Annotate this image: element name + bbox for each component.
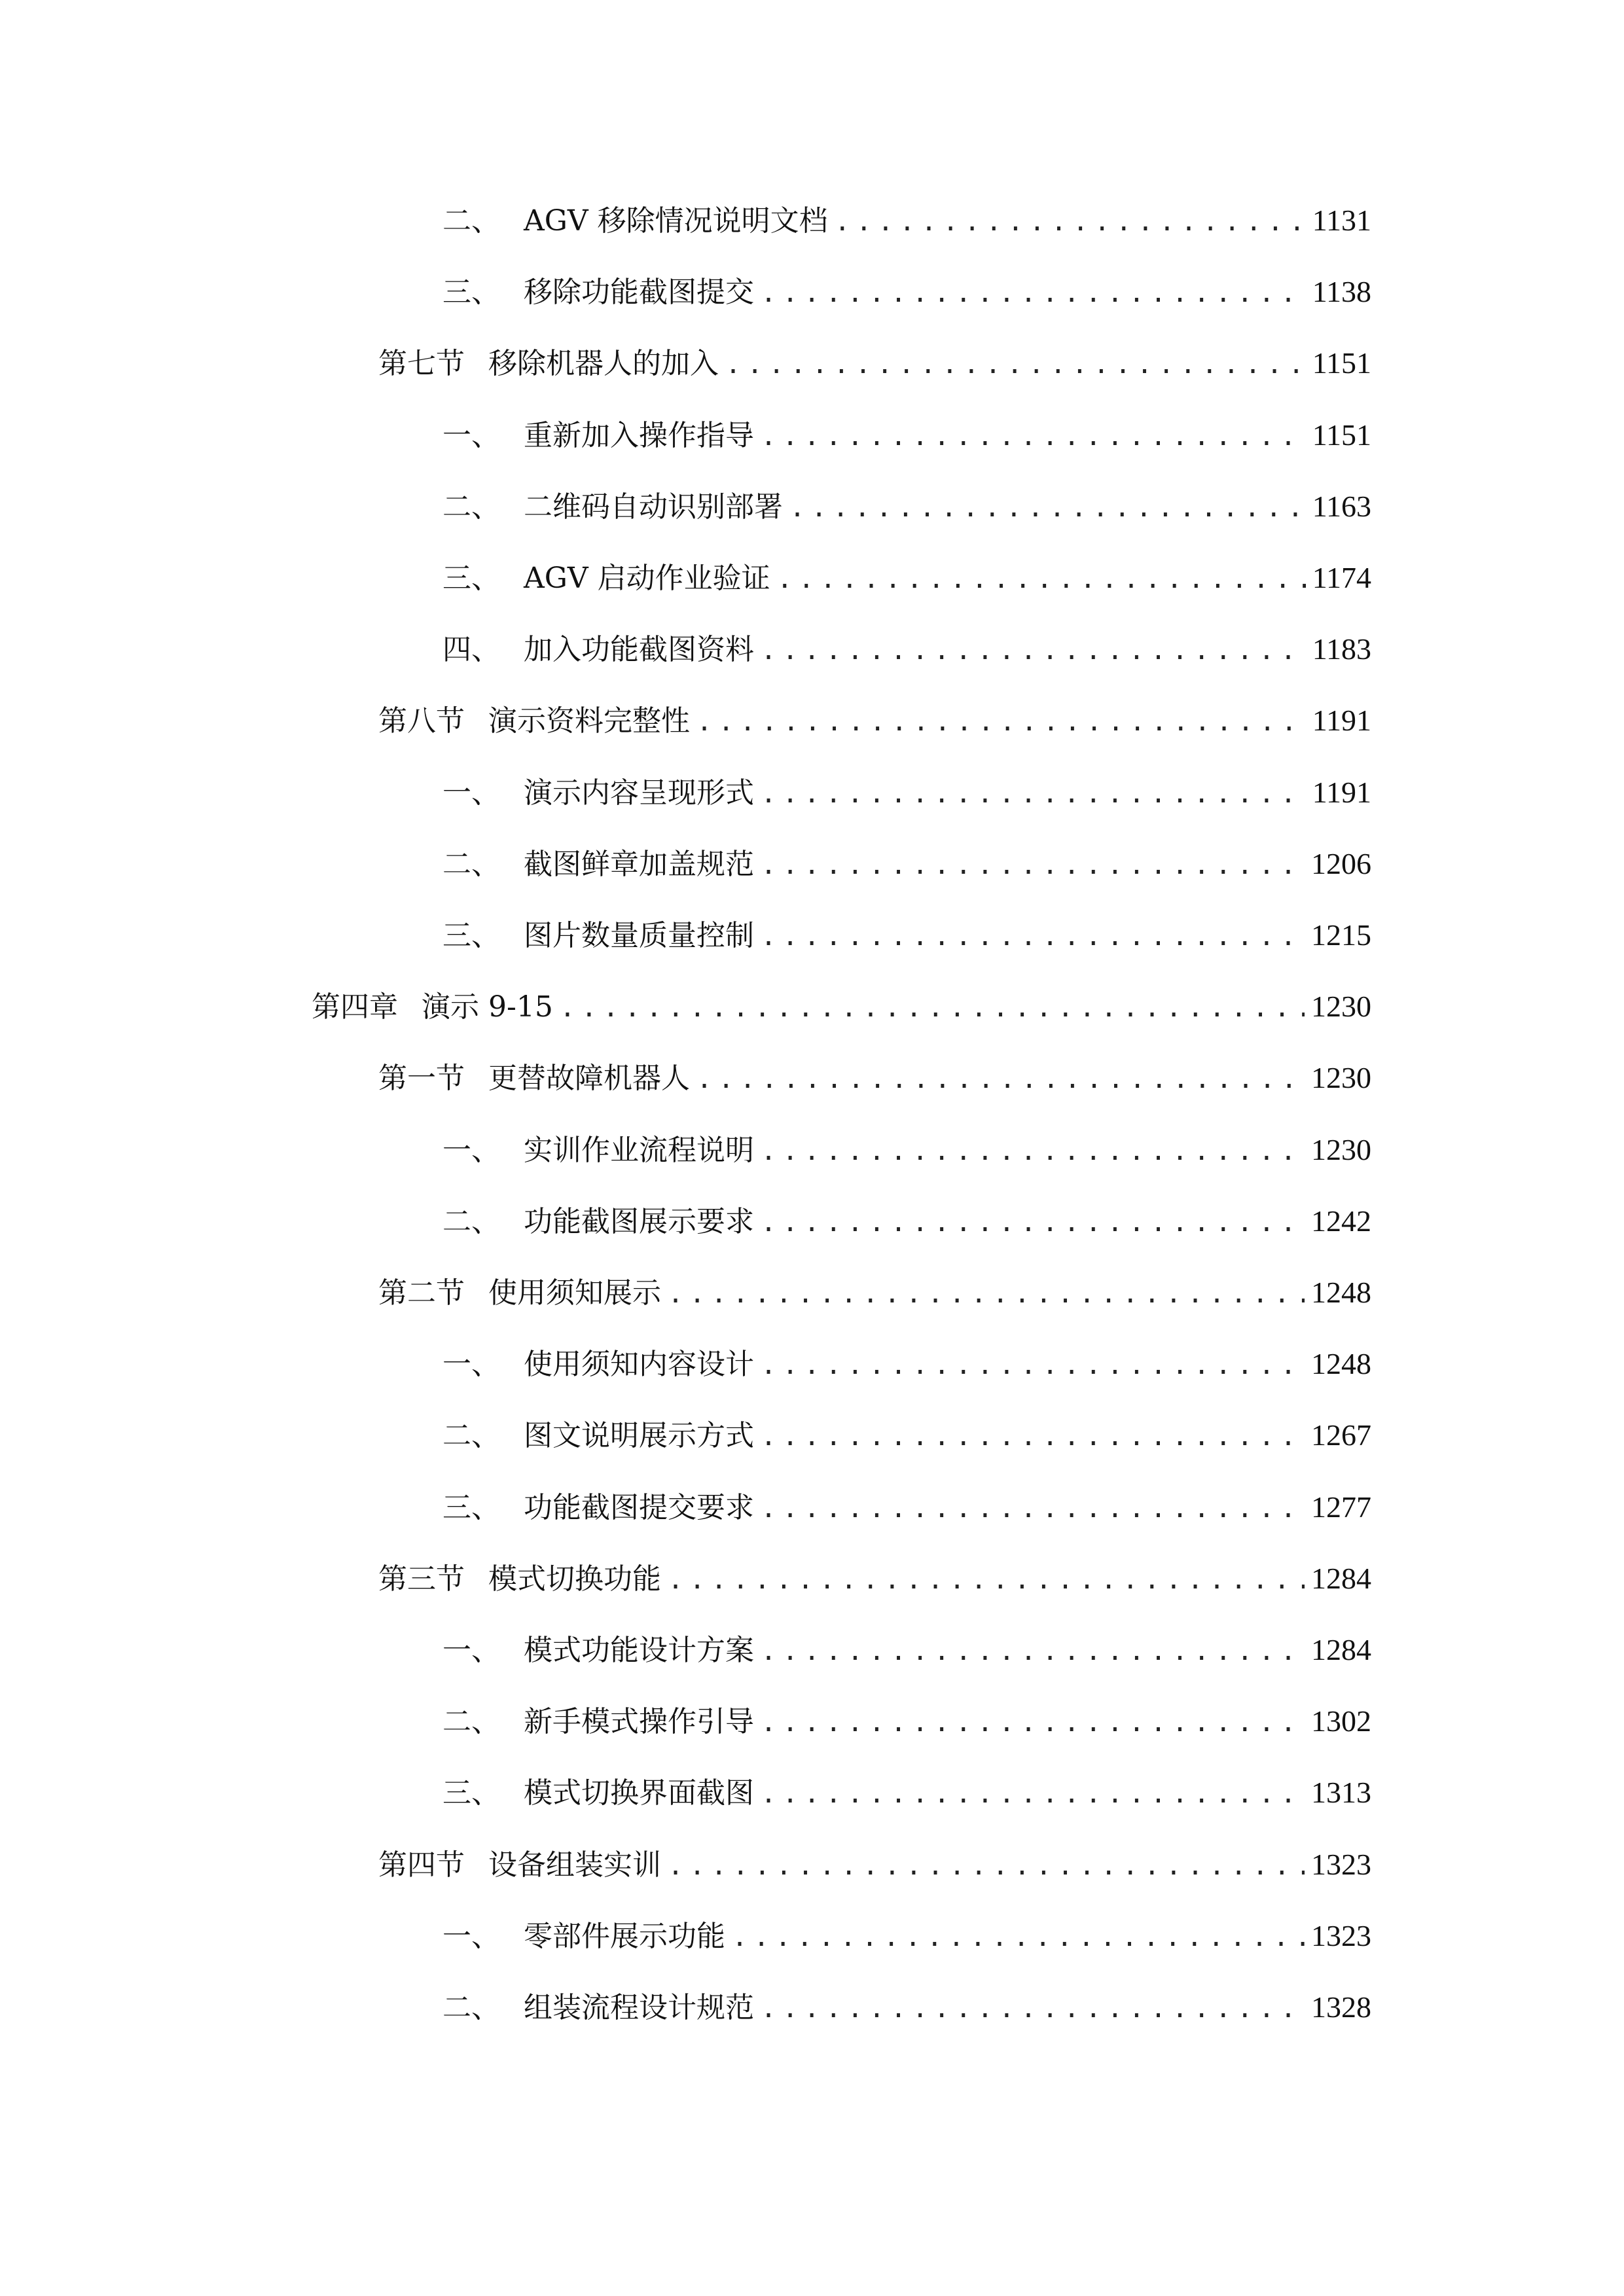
toc-dot-leader — [761, 1696, 1305, 1749]
toc-entry-prefix: 第七节 — [378, 347, 465, 381]
toc-entry-item[interactable] — [442, 409, 1371, 461]
toc-entry-prefix: 三、 — [442, 919, 500, 952]
toc-entry-prefix: 一、 — [442, 1348, 500, 1382]
toc-entry-page-number: 1284 — [1311, 1561, 1371, 1595]
toc-dot-leader — [560, 982, 1305, 1034]
toc-entry-item[interactable] — [442, 266, 1371, 318]
toc-entry-page-number: 1323 — [1311, 1847, 1371, 1881]
toc-dot-leader — [777, 553, 1306, 605]
toc-entry-page-number: 1183 — [1312, 632, 1371, 666]
toc-entry-page-number: 1206 — [1311, 846, 1371, 880]
toc-entry-title: 加入功能截图资料 — [524, 633, 754, 667]
toc-dot-leader — [761, 1768, 1305, 1820]
toc-entry-prefix: 三、 — [442, 1776, 500, 1810]
toc-entry-page-number: 1191 — [1312, 704, 1371, 738]
toc-entry-title: 重新加入操作指导 — [524, 418, 754, 452]
toc-entry-prefix: 三、 — [442, 1490, 500, 1524]
toc-entry-section[interactable] — [378, 337, 1371, 389]
toc-entry-prefix: 第四节 — [378, 1848, 465, 1882]
toc-entry-page-number: 1163 — [1312, 489, 1371, 523]
toc-entry-title: 使用须知内容设计 — [524, 1348, 754, 1382]
toc-dot-leader — [835, 196, 1306, 248]
toc-entry-title: 零部件展示功能 — [524, 1919, 725, 1953]
toc-entry-page-number: 1267 — [1311, 1418, 1371, 1452]
toc-entry-prefix: 第三节 — [378, 1562, 465, 1596]
toc-entry-page-number: 1323 — [1311, 1918, 1371, 1952]
toc-dot-leader — [761, 267, 1306, 319]
toc-dot-leader — [696, 1053, 1305, 1105]
toc-entry-page-number: 1191 — [1312, 775, 1371, 809]
toc-entry-prefix: 第二节 — [378, 1276, 465, 1310]
toc-dot-leader — [761, 768, 1306, 820]
toc-entry-section[interactable] — [378, 1052, 1371, 1104]
toc-entry-title: AGV 启动作业验证 — [524, 562, 770, 595]
toc-dot-leader — [761, 1339, 1305, 1391]
toc-entry-item[interactable] — [442, 1767, 1371, 1819]
toc-entry-page-number: 1242 — [1311, 1204, 1371, 1238]
toc-entry-title: 模式切换界面截图 — [524, 1776, 754, 1810]
toc-entry-title: 功能截图展示要求 — [524, 1204, 754, 1238]
toc-entry-prefix: 一、 — [442, 1634, 500, 1667]
toc-entry-title: 新手模式操作引导 — [524, 1705, 754, 1739]
toc-entry-page-number: 1151 — [1312, 418, 1371, 452]
toc-entry-page-number: 1131 — [1312, 204, 1371, 237]
toc-entry-item[interactable] — [442, 1195, 1371, 1247]
toc-dot-leader — [761, 1482, 1305, 1535]
toc-entry-prefix: 一、 — [442, 418, 500, 452]
toc-dot-leader — [732, 1911, 1305, 1964]
toc-entry-page-number: 1313 — [1311, 1776, 1371, 1810]
toc-dot-leader — [761, 624, 1306, 677]
toc-entry-item[interactable] — [442, 909, 1371, 961]
toc-entry-item[interactable] — [442, 194, 1371, 247]
toc-dot-leader — [668, 1554, 1305, 1606]
toc-entry-title: 模式切换功能 — [488, 1562, 661, 1596]
toc-dot-leader — [761, 1625, 1305, 1677]
toc-entry-item[interactable] — [442, 552, 1371, 604]
toc-dot-leader — [761, 1410, 1305, 1463]
toc-entry-page-number: 1138 — [1312, 275, 1371, 309]
toc-entry-page-number: 1230 — [1311, 990, 1371, 1024]
toc-entry-item[interactable] — [442, 1981, 1371, 2034]
toc-dot-leader — [761, 1982, 1305, 2035]
toc-dot-leader — [668, 1840, 1305, 1892]
toc-dot-leader — [761, 910, 1305, 963]
toc-entry-page-number: 1151 — [1312, 346, 1371, 380]
toc-entry-title: 演示 9-15 — [422, 990, 553, 1024]
toc-entry-item[interactable] — [442, 1124, 1371, 1176]
toc-entry-chapter[interactable] — [312, 980, 1371, 1033]
toc-entry-title: 设备组装实训 — [488, 1848, 661, 1882]
toc-entry-section[interactable] — [378, 1839, 1371, 1891]
toc-entry-title: 二维码自动识别部署 — [524, 490, 783, 524]
toc-entry-title: 使用须知展示 — [488, 1276, 661, 1310]
toc-entry-item[interactable] — [442, 1624, 1371, 1676]
toc-entry-title: 演示资料完整性 — [488, 704, 690, 738]
toc-dot-leader — [668, 1268, 1305, 1320]
toc-entry-page-number: 1215 — [1311, 918, 1371, 952]
toc-entry-prefix: 第一节 — [378, 1062, 465, 1096]
toc-entry-prefix: 二、 — [442, 490, 500, 524]
toc-entry-prefix: 二、 — [442, 1204, 500, 1238]
toc-entry-title: 移除功能截图提交 — [524, 276, 754, 310]
toc-entry-prefix: 一、 — [442, 1133, 500, 1167]
toc-entry-item[interactable] — [442, 838, 1371, 890]
toc-entry-title: 截图鲜章加盖规范 — [524, 847, 754, 881]
toc-entry-item[interactable] — [442, 1338, 1371, 1390]
toc-dot-leader — [789, 482, 1306, 534]
toc-entry-page-number: 1230 — [1311, 1132, 1371, 1166]
toc-entry-item[interactable] — [442, 1695, 1371, 1748]
toc-entry-page-number: 1328 — [1311, 1990, 1371, 2024]
toc-entry-prefix: 四、 — [442, 633, 500, 667]
toc-dot-leader — [761, 1125, 1305, 1177]
toc-dot-leader — [696, 696, 1306, 748]
toc-entry-prefix: 一、 — [442, 776, 500, 810]
toc-entry-prefix: 二、 — [442, 1991, 500, 2024]
toc-entry-title: 移除机器人的加入 — [488, 347, 719, 381]
toc-entry-title: AGV 移除情况说明文档 — [524, 204, 828, 238]
toc-entry-title: 演示内容呈现形式 — [524, 776, 754, 810]
toc-entry-title: 组装流程设计规范 — [524, 1991, 754, 2024]
toc-entry-prefix: 第四章 — [312, 990, 398, 1024]
toc-entry-prefix: 二、 — [442, 1705, 500, 1739]
toc-entry-title: 图片数量质量控制 — [524, 919, 754, 952]
toc-dot-leader — [725, 338, 1306, 391]
toc-entry-title: 图文说明展示方式 — [524, 1419, 754, 1453]
toc-entry-page-number: 1230 — [1311, 1061, 1371, 1095]
toc-entry-prefix: 二、 — [442, 204, 500, 238]
toc-entry-item[interactable] — [442, 480, 1371, 533]
toc-entry-prefix: 一、 — [442, 1919, 500, 1953]
toc-dot-leader — [761, 839, 1305, 891]
toc-entry-page-number: 1248 — [1311, 1347, 1371, 1381]
toc-entry-section[interactable] — [378, 694, 1371, 747]
toc-entry-prefix: 三、 — [442, 562, 500, 595]
toc-entry-title: 模式功能设计方案 — [524, 1634, 754, 1667]
toc-entry-item[interactable] — [442, 766, 1371, 819]
toc-entry-item[interactable] — [442, 1409, 1371, 1462]
toc-entry-section[interactable] — [378, 1552, 1371, 1605]
toc-entry-title: 更替故障机器人 — [488, 1062, 690, 1096]
toc-entry-prefix: 三、 — [442, 276, 500, 310]
toc-entry-prefix: 二、 — [442, 847, 500, 881]
toc-entry-item[interactable] — [442, 1910, 1371, 1962]
toc-entry-item[interactable] — [442, 623, 1371, 675]
toc-entry-title: 功能截图提交要求 — [524, 1490, 754, 1524]
toc-dot-leader — [761, 410, 1306, 463]
toc-entry-page-number: 1302 — [1311, 1704, 1371, 1738]
toc-entry-page-number: 1174 — [1312, 561, 1371, 594]
toc-entry-page-number: 1277 — [1311, 1490, 1371, 1524]
toc-dot-leader — [761, 1196, 1305, 1249]
toc-entry-item[interactable] — [442, 1481, 1371, 1534]
toc-entry-title: 实训作业流程说明 — [524, 1133, 754, 1167]
toc-entry-prefix: 第八节 — [378, 704, 465, 738]
toc-entry-page-number: 1248 — [1311, 1276, 1371, 1309]
toc-entry-section[interactable] — [378, 1266, 1371, 1319]
toc-entry-prefix: 二、 — [442, 1419, 500, 1453]
toc-entry-page-number: 1284 — [1311, 1633, 1371, 1666]
